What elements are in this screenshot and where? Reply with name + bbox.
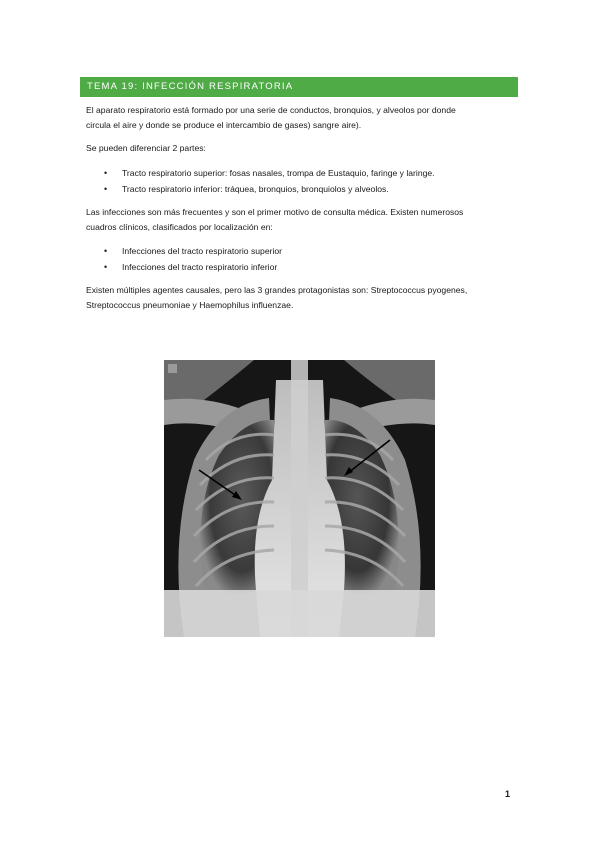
list-item: • Tracto respiratorio inferior: tráquea, bronquios, bronquiolos y alveolos. [104,181,435,197]
list-item: • Infecciones del tracto respiratorio inferior [104,259,282,275]
intro-line-1: El aparato respiratorio está formado por una serie de conductos, bronquios, y alveolos por donde [86,105,456,115]
chest-xray-image [164,360,435,637]
parts-heading: Se pueden diferenciar 2 partes: [86,143,206,153]
list-item: • Tracto respiratorio superior: fosas nasales, trompa de Eustaquio, faringe y laringe. [104,165,435,181]
intro-line-2: circula el aire y donde se produce el intercambio de gases) sangre aire). [86,120,362,130]
intro-paragraph [86,103,516,133]
parts-list [104,165,435,197]
agents-paragraph [86,283,516,313]
infections-line-2: cuadros clínicos, clasificados por localización en: [86,222,273,232]
chest-xray-illustration [164,360,435,637]
page-number: 1 [505,789,511,799]
infections-list [104,243,282,275]
section-title-bar [80,77,518,97]
section-title: TEMA 19: INFECCIÓN RESPIRATORIA [87,81,294,92]
list-item: • Infecciones del tracto respiratorio superior [104,243,282,259]
agents-line-2: Streptococcus pneumoniae y Haemophilus influenzae. [86,300,294,310]
agents-line-1: Existen múltiples agentes causales, pero las 3 grandes protagonistas son: Streptococcus pyogenes, [86,285,468,295]
infections-paragraph [86,205,516,235]
infections-line-1: Las infecciones son más frecuentes y son el primer motivo de consulta médica. Existen numerosos [86,207,464,217]
